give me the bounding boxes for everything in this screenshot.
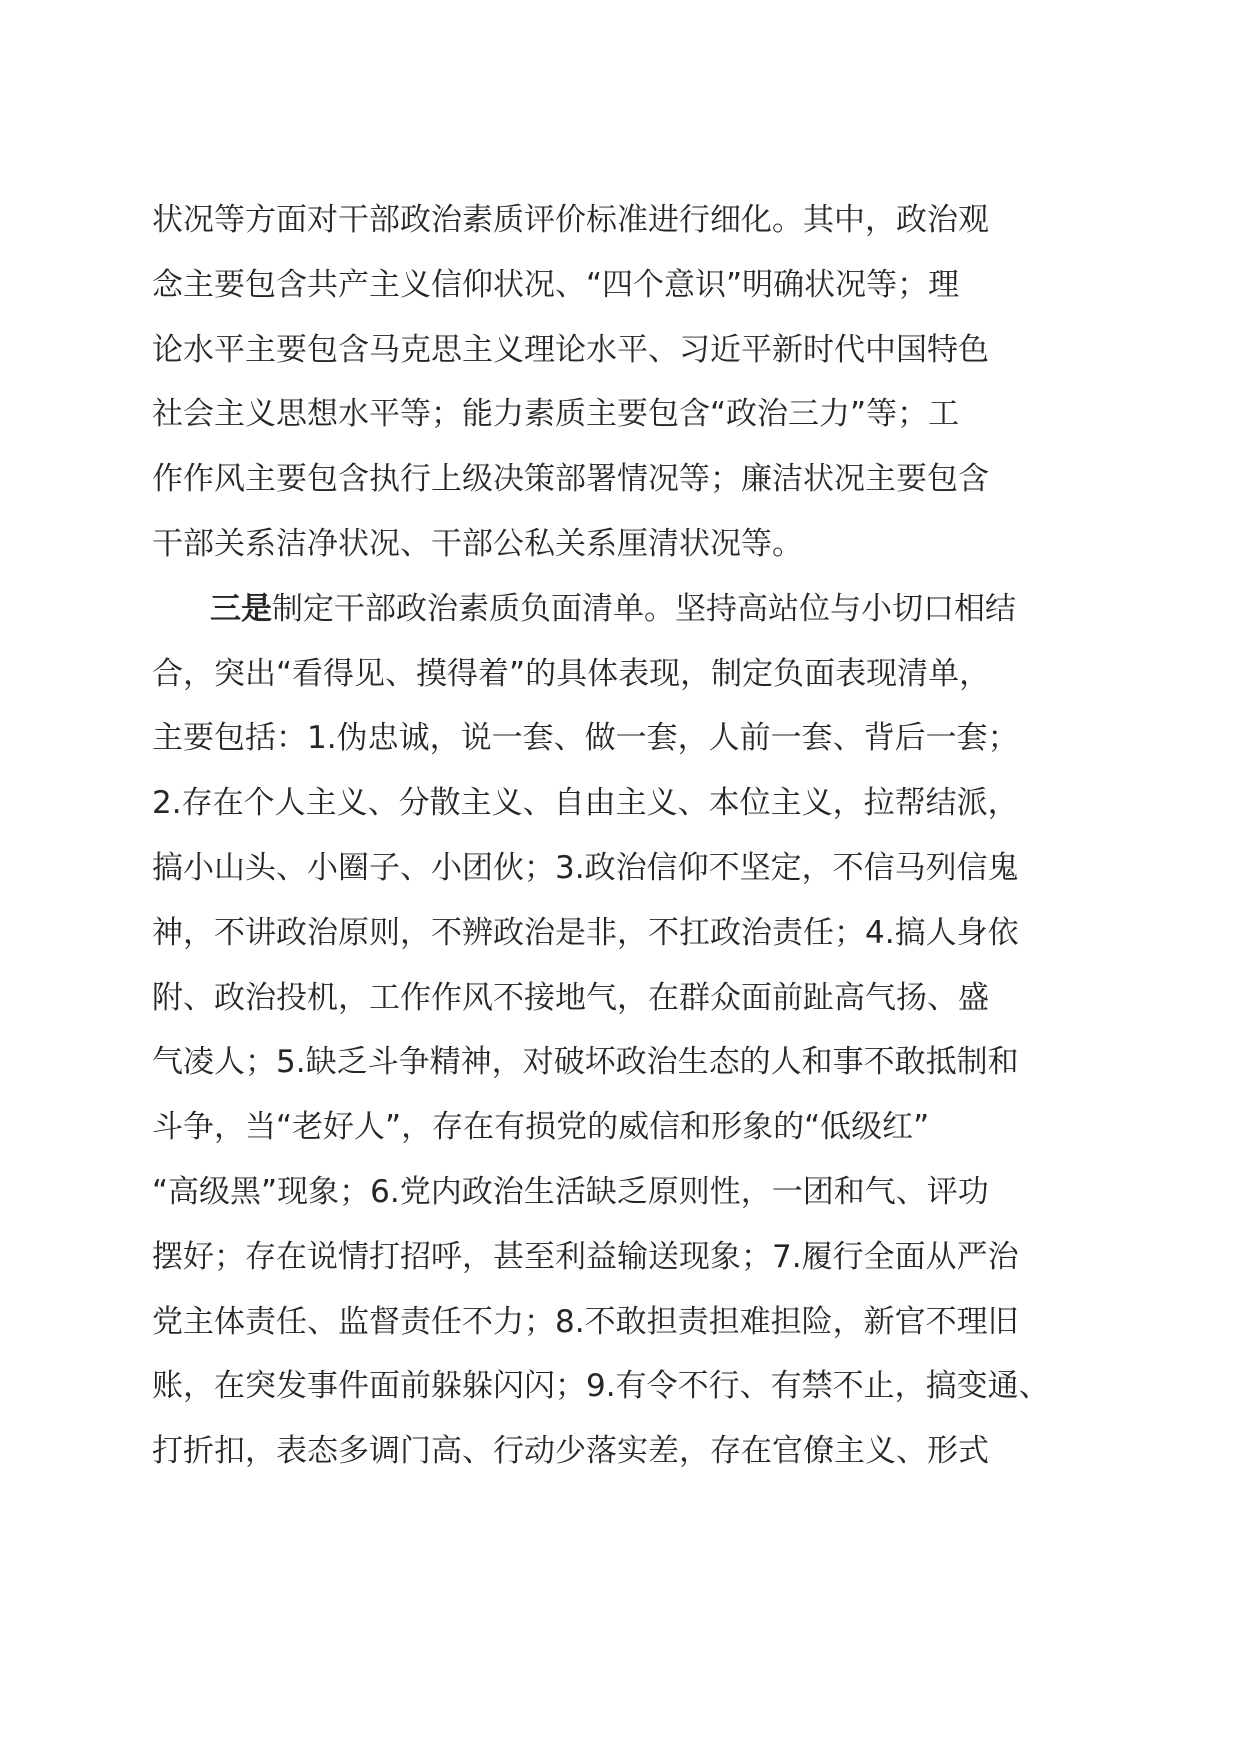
text-line: 念主要包含共产主义信仰状况、“四个意识”明确状况等；理 [152,266,960,303]
text-line: 气凌人；5.缺乏斗争精神，对破坏政治生态的人和事不敢抵制和 [152,1044,1019,1081]
text-line: 附、政治投机，工作作风不接地气，在群众面前趾高气扬、盛 [152,979,989,1016]
text-line: 斗争，当“老好人”，存在有损党的威信和形象的“低级红” [152,1109,930,1146]
text-line: 党主体责任、监督责任不力；8.不敢担责担难担险，新官不理旧 [152,1303,1019,1340]
paragraph-2 [152,577,1092,1484]
text-line: 社会主义思想水平等；能力素质主要包含“政治三力”等；工 [152,396,960,433]
first-line-text: 制定干部政治素质负面清单。坚持高站位与小切口相结 [272,590,1016,627]
text-line: 搞小山头、小圈子、小团伙；3.政治信仰不坚定，不信马列信鬼 [152,849,1019,886]
lead-bold-text: 三是 [210,590,272,627]
text-line: 状况等方面对干部政治素质评价标准进行细化。其中，政治观 [152,202,989,238]
body-text [152,188,1092,1484]
text-line: 干部关系洁净状况、干部公私关系厘清状况等。 [152,525,803,562]
text-line: 打折扣，表态多调门高、行动少落实差，存在官僚主义、形式 [152,1433,989,1470]
text-line: 神，不讲政治原则，不辨政治是非，不扛政治责任；4.搞人身依 [152,914,1019,951]
text-line: 2.存在个人主义、分散主义、自由主义、本位主义，拉帮结派， [152,785,1019,822]
text-line: 主要包括：1.伪忠诚，说一套、做一套，人前一套、背后一套； [152,720,1019,757]
paragraph-1 [152,188,1092,577]
text-line: “高级黑”现象；6.党内政治生活缺乏原则性，一团和气、评功 [152,1173,989,1210]
text-line: 论水平主要包含马克思主义理论水平、习近平新时代中国特色 [152,331,989,368]
text-line: 作作风主要包含执行上级决策部署情况等；廉洁状况主要包含 [152,461,989,498]
text-line: 合，突出“看得见、摸得着”的具体表现，制定负面表现清单， [152,655,991,692]
text-line: 摆好；存在说情打招呼，甚至利益输送现象；7.履行全面从严治 [152,1238,1019,1275]
text-line: 账，在突发事件面前躲躲闪闪；9.有令不行、有禁不止，搞变通、 [152,1368,1050,1405]
paragraph-2-first-line [152,577,1092,642]
